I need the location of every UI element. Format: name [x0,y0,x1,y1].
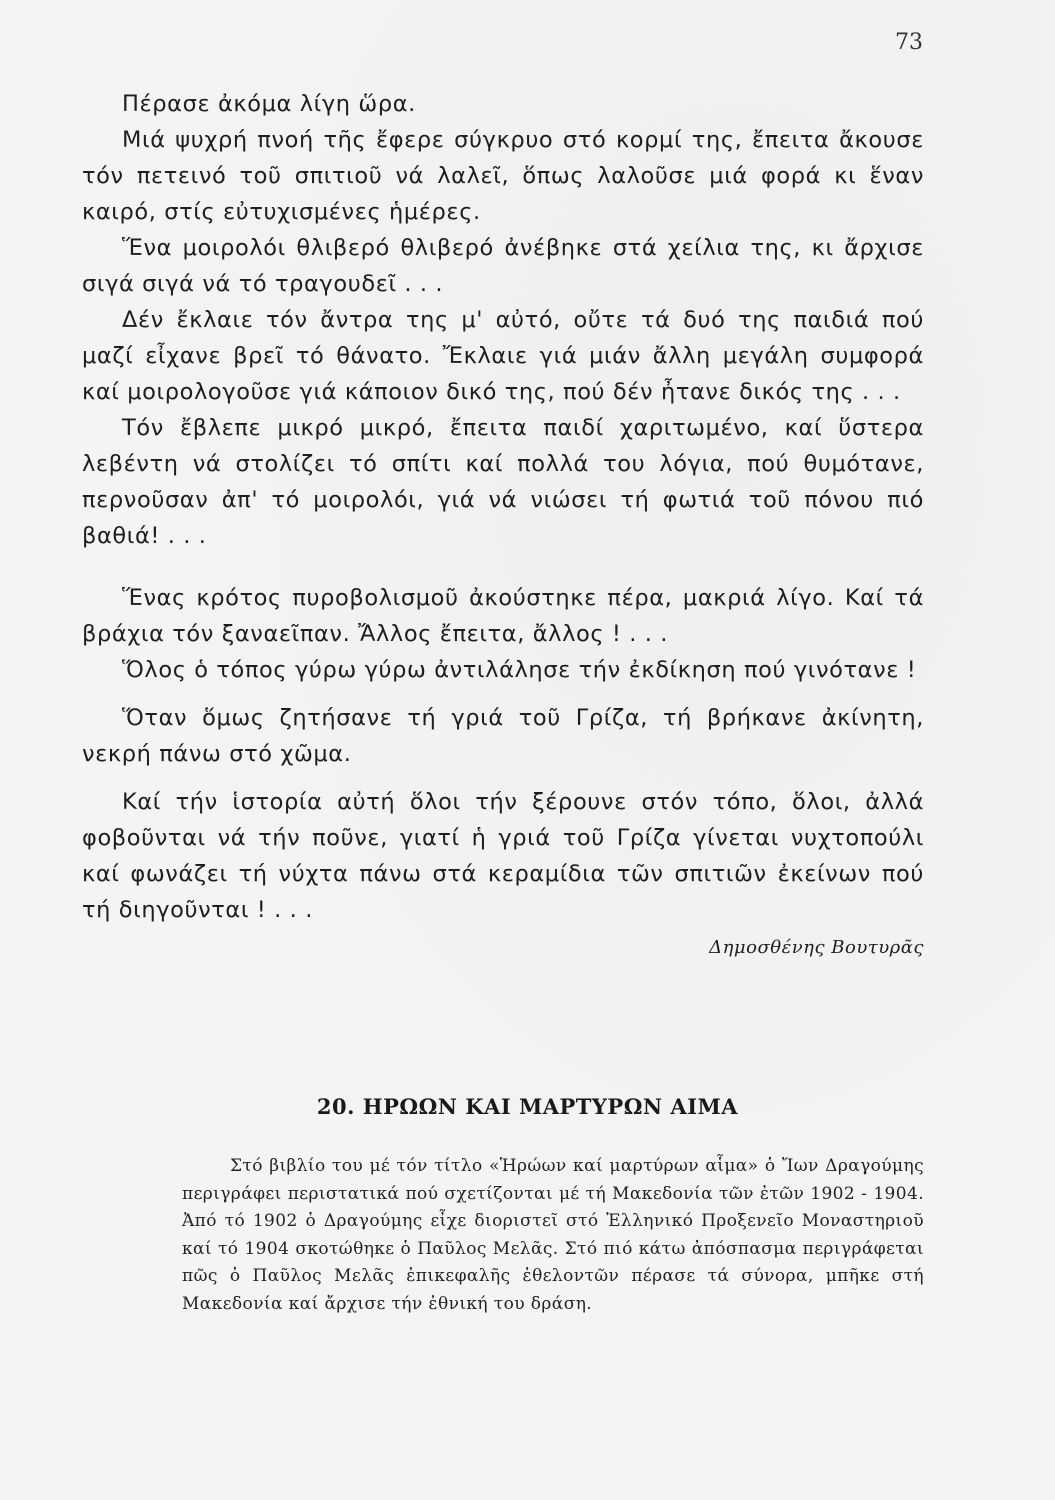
story-paragraph-5: Τόν ἔβλεπε μικρό μικρό, ἔπειτα παιδί χαριτωμένο, καί ὕστερα λεβέντη νά στολίζει τό σπίτι καί πολλά του λόγια, πού θυμότανε, περνοῦσαν ἀπ' τό μοιρολόι, γιά νά νιώσει τή φωτιά τοῦ πόνου πιό βαθιά! . . . [82,415,924,549]
section-intro-paragraph: Στό βιβλίο του μέ τόν τίτλο «Ἡρώων καί μαρτύρων αἷμα» ὁ Ἴων Δραγούμης περιγράφει περιστατικά πού σχετίζονται μέ τή Μακεδονία τῶν ἐτῶν 1902 - 1904. Ἀπό τό 1902 ὁ Δραγούμης εἶχε διοριστεῖ στό Ἑλληνικό Προξενεῖο Μοναστηριοῦ καί τό 1904 σκοτώθηκε ὁ Παῦλος Μελᾶς. Στό πιό κάτω ἀπόσπασμα περιγράφεται πῶς ὁ Παῦλος Μελᾶς ἐπικεφαλῆς ἐθελοντῶν πέρασε τά σύνορα, μπῆκε στή Μακεδονία καί ἄρχισε τήν ἐθνική του δράση. [182,1156,924,1314]
story-paragraph-3: Ἕνα μοιρολόι θλιβερό θλιβερό ἀνέβηκε στά χείλια της, κι ἄρχισε σιγά σιγά νά τό τραγουδεῖ . . . [82,235,924,297]
story-paragraph-4: Δέν ἔκλαιε τόν ἄντρα της μ' αὐτό, οὔτε τά δυό της παιδιά πού μαζί εἶχανε βρεῖ τό θάνατο. Ἔκλαιε γιά μιάν ἄλλη μεγάλη συμφορά καί μοιρολογοῦσε γιά κάποιον δικό της, πού δέν ἦτανε δικός της . . . [82,307,924,405]
page-number: 73 [895,30,923,55]
author-signature: Δημοσθένης Βουτυρᾶς [709,937,924,958]
story-paragraph-9: Καί τήν ἱστορία αὐτή ὅλοι τήν ξέρουνε στόν τόπο, ὅλοι, ἀλλά φοβοῦνται νά τήν ποῦνε, γιατί ἡ γριά τοῦ Γρίζα γίνεται νυχτοπούλι καί φωνάζει τή νύχτα πάνω στά κεραμίδια τῶν σπιτιῶν ἐκείνων πού τή διηγοῦνται ! . . . [82,789,924,923]
story-paragraph-6: Ἕνας κρότος πυροβολισμοῦ ἀκούστηκε πέρα, μακριά λίγο. Καί τά βράχια τόν ξαναεῖπαν. Ἄλλος ἔπειτα, ἄλλος ! . . . [82,585,924,647]
section-intro [182,1153,924,1318]
story-paragraph-7: Ὅλος ὁ τόπος γύρω γύρω ἀντιλάλησε τήν ἐκδίκηση πού γινότανε ! [122,657,917,683]
story-paragraph-2: Μιά ψυχρή πνοή τῆς ἔφερε σύγκρυο στό κορμί της, ἔπειτα ἄκουσε τόν πετεινό τοῦ σπιτιοῦ νά λαλεῖ, ὅπως λαλοῦσε μιά φορά κι ἕναν καιρό, στίς εὐτυχισμένες ἡμέρες. [82,127,924,225]
story-text [82,86,924,966]
story-paragraph-1: Πέρασε ἀκόμα λίγη ὥρα. [122,91,416,117]
story-paragraph-8: Ὅταν ὅμως ζητήσανε τή γριά τοῦ Γρίζα, τή βρήκανε ἀκίνητη, νεκρή πάνω στό χῶμα. [82,705,924,767]
section-title: 20. ΗΡΩΩΝ ΚΑΙ ΜΑΡΤΥΡΩΝ ΑΙΜΑ [316,1094,739,1119]
